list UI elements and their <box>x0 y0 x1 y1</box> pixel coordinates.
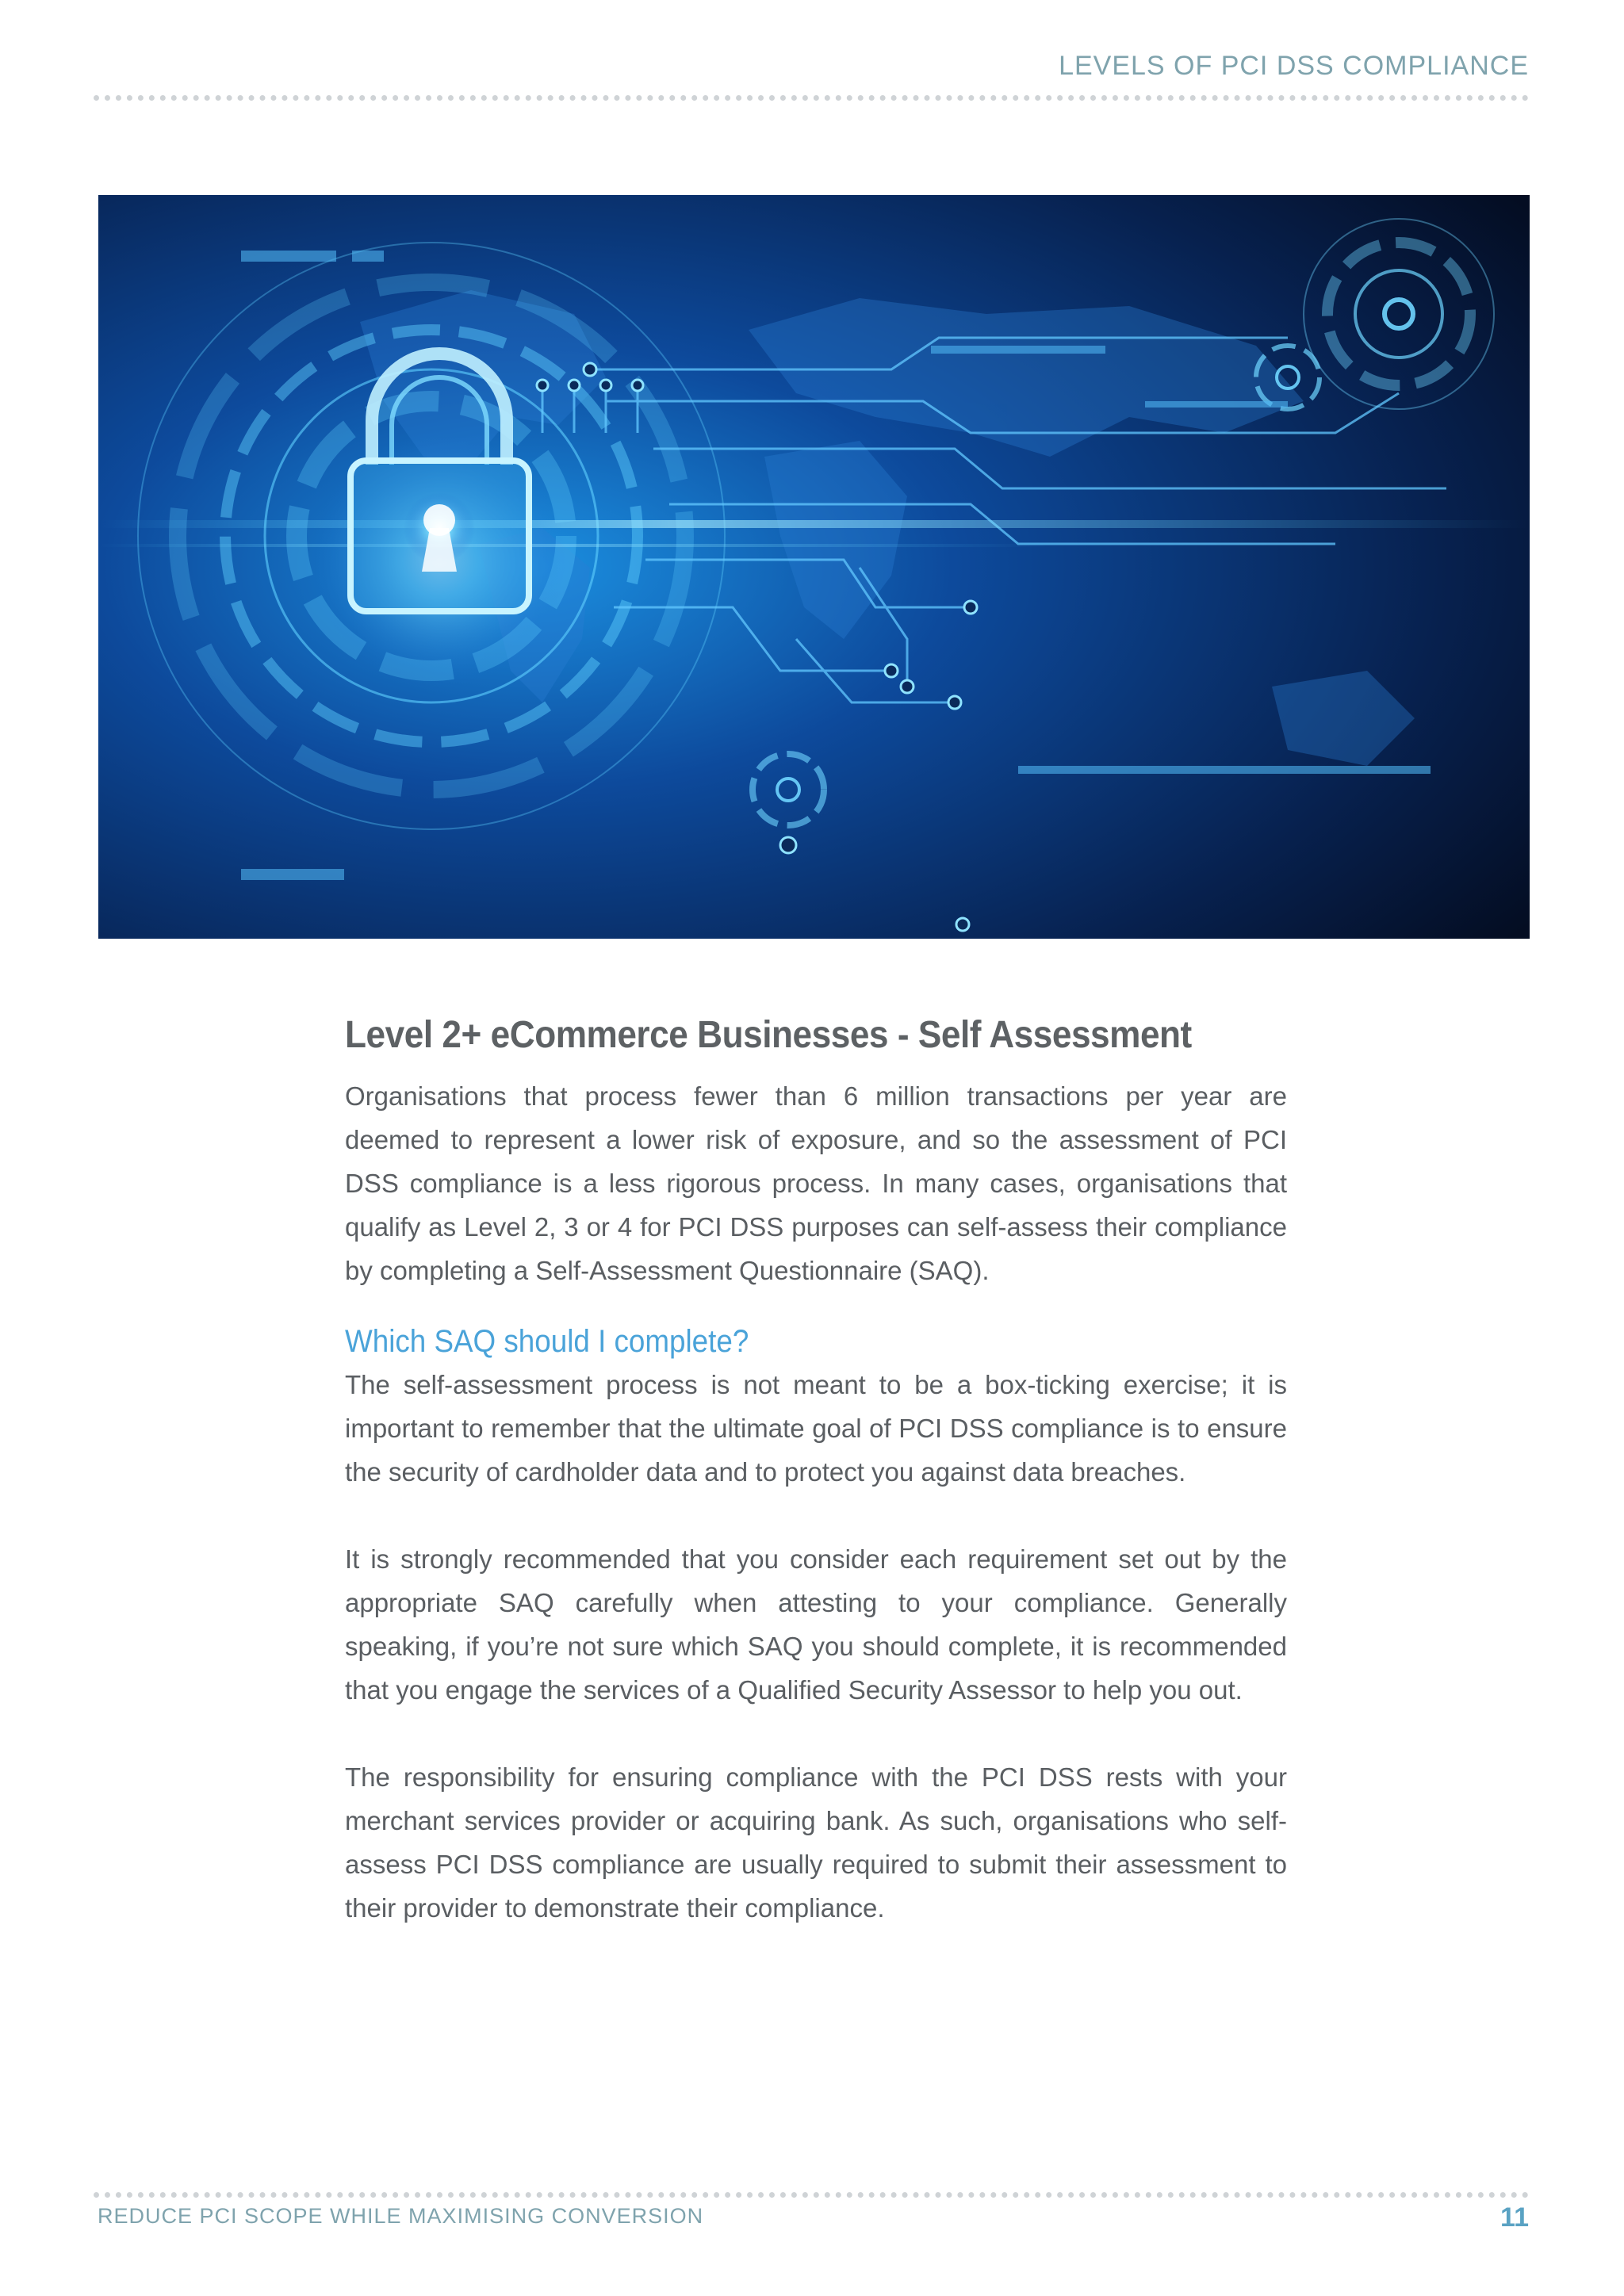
paragraph-2: It is strongly recommended that you consider each requirement set out by the appropriate SAQ carefully when attesting to your compliance. Generally speaking, if you’re not sure which SAQ you should complete, it is recommended that you engage the services of a Qualified Security Assessor to help you out. <box>345 1544 1287 1705</box>
section-heading: Level 2+ eCommerce Businesses - Self Assessment <box>345 1014 1192 1056</box>
footer-divider <box>94 2192 1529 2198</box>
page-number: 11 <box>1500 2202 1529 2233</box>
paragraph-1: The self-assessment process is not meant to be a box-ticking exercise; it is important to remember that the ultimate goal of PCI DSS compliance is to ensure the security of cardholder data and to protect you against data breaches. <box>345 1370 1287 1487</box>
main-content <box>345 1013 1287 1930</box>
running-footer: REDUCE PCI SCOPE WHILE MAXIMISING CONVERSION <box>98 2204 704 2228</box>
paragraph-3: The responsibility for ensuring compliance with the PCI DSS rests with your merchant services provider or acquiring bank. As such, organisations who self-assess PCI DSS compliance are usually required to submit their assessment to their provider to demonstrate their compliance. <box>345 1762 1287 1923</box>
subheading: Which SAQ should I complete? <box>345 1324 749 1359</box>
hero-illustration <box>98 195 1530 939</box>
header-divider <box>94 95 1529 101</box>
hero-image-cyber-security <box>98 195 1530 939</box>
running-header: LEVELS OF PCI DSS COMPLIANCE <box>1059 51 1529 81</box>
intro-paragraph: Organisations that process fewer than 6 million transactions per year are deemed to represent a lower risk of exposure, and so the assessment of PCI DSS compliance is a less rigorous process. In many cases, organisations that qualify as Level 2, 3 or 4 for PCI DSS purposes can self-assess their compliance by completing a Self-Assessment Questionnaire (SAQ). <box>345 1081 1287 1285</box>
